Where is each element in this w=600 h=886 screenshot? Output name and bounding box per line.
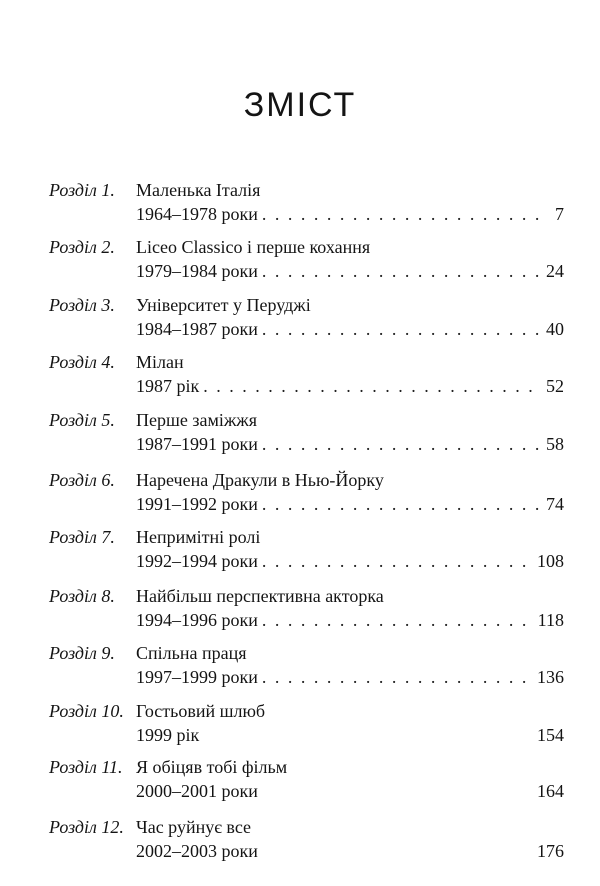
- chapter-years: 2000–2001 роки: [136, 781, 258, 801]
- chapter-years: 1987 рік: [136, 376, 200, 396]
- toc-entry[interactable]: [0, 235, 600, 283]
- toc-entry[interactable]: [0, 755, 600, 803]
- chapter-title: Перше заміжжя: [136, 410, 257, 430]
- toc-entry[interactable]: [0, 525, 600, 573]
- chapter-years: 1987–1991 роки: [136, 434, 258, 454]
- chapter-years-row: [136, 432, 564, 456]
- chapter-years: 1994–1996 роки: [136, 610, 258, 630]
- chapter-years-row: [136, 608, 564, 632]
- chapter-title: Liceo Classico і перше кохання: [136, 237, 371, 257]
- toc-entry[interactable]: [0, 408, 600, 456]
- chapter-number: Розділ 8.: [49, 586, 115, 606]
- chapter-title: Непримітні ролі: [136, 527, 261, 547]
- chapter-title: Гостьовий шлюб: [136, 701, 266, 721]
- page-number: 154: [537, 725, 564, 745]
- chapter-number: Розділ 2.: [49, 237, 115, 257]
- chapter-title: Університет у Перуджі: [136, 295, 311, 315]
- chapter-years-row: [136, 492, 564, 516]
- toc-entry[interactable]: [0, 178, 600, 226]
- chapter-years-row: [136, 839, 564, 863]
- chapter-number: Розділ 10.: [49, 701, 124, 721]
- page-number: 40: [546, 319, 564, 339]
- toc-entry[interactable]: [0, 468, 600, 516]
- chapter-years: 1991–1992 роки: [136, 494, 258, 514]
- chapter-title: Наречена Дракули в Нью-Йорку: [136, 470, 384, 490]
- dot-leader: [262, 432, 542, 456]
- chapter-number: Розділ 6.: [49, 470, 115, 490]
- chapter-years: 2002–2003 роки: [136, 841, 258, 861]
- chapter-title: Час руйнує все: [136, 817, 252, 837]
- dot-leader: [262, 608, 534, 632]
- chapter-title: Маленька Італія: [136, 180, 261, 200]
- toc-entry[interactable]: [0, 293, 600, 341]
- chapter-years: 1992–1994 роки: [136, 551, 258, 571]
- toc-entry[interactable]: [0, 699, 600, 747]
- page-number: 58: [546, 434, 564, 454]
- page-number: 24: [546, 261, 564, 281]
- page-number: 7: [555, 204, 564, 224]
- dot-leader: [262, 317, 542, 341]
- chapter-years-row: [136, 549, 564, 573]
- chapter-number: Розділ 11.: [49, 757, 123, 777]
- page-title: ЗМІСТ: [243, 86, 357, 124]
- dot-leader: [262, 665, 533, 689]
- chapter-years-row: [136, 779, 564, 803]
- dot-leader: [262, 202, 546, 226]
- chapter-years-row: [136, 723, 564, 747]
- chapter-years-row: [136, 259, 564, 283]
- chapter-number: Розділ 12.: [49, 817, 124, 837]
- chapter-number: Розділ 5.: [49, 410, 115, 430]
- toc-entry[interactable]: [0, 350, 600, 398]
- page-number: 136: [537, 667, 564, 687]
- chapter-title: Найбільш перспективна акторка: [136, 586, 384, 606]
- page-number: 176: [537, 841, 564, 861]
- page-number: 74: [546, 494, 564, 514]
- dot-leader: [262, 492, 542, 516]
- dot-leader: [203, 374, 542, 398]
- chapter-title: Спільна праця: [136, 643, 247, 663]
- toc-entry[interactable]: [0, 641, 600, 689]
- dot-leader: [262, 549, 533, 573]
- page-number: 52: [546, 376, 564, 396]
- chapter-number: Розділ 4.: [49, 352, 115, 372]
- chapter-years: 1999 рік: [136, 725, 200, 745]
- chapter-years-row: [136, 665, 564, 689]
- chapter-title: Мілан: [136, 352, 184, 372]
- page-number: 108: [537, 551, 564, 571]
- dot-leader: [262, 259, 542, 283]
- chapter-number: Розділ 7.: [49, 527, 115, 547]
- chapter-years: 1979–1984 роки: [136, 261, 258, 281]
- chapter-title: Я обіцяв тобі фільм: [136, 757, 288, 777]
- chapter-number: Розділ 9.: [49, 643, 115, 663]
- page-number: 164: [537, 781, 564, 801]
- chapter-years: 1997–1999 роки: [136, 667, 258, 687]
- toc-entry[interactable]: [0, 815, 600, 863]
- chapter-years-row: [136, 202, 564, 226]
- chapter-number: Розділ 1.: [49, 180, 115, 200]
- page-number: 118: [537, 610, 564, 630]
- chapter-number: Розділ 3.: [49, 295, 115, 315]
- chapter-years: 1964–1978 роки: [136, 204, 258, 224]
- toc-entry[interactable]: [0, 584, 600, 632]
- chapter-years: 1984–1987 роки: [136, 319, 258, 339]
- chapter-years-row: [136, 317, 564, 341]
- chapter-years-row: [136, 374, 564, 398]
